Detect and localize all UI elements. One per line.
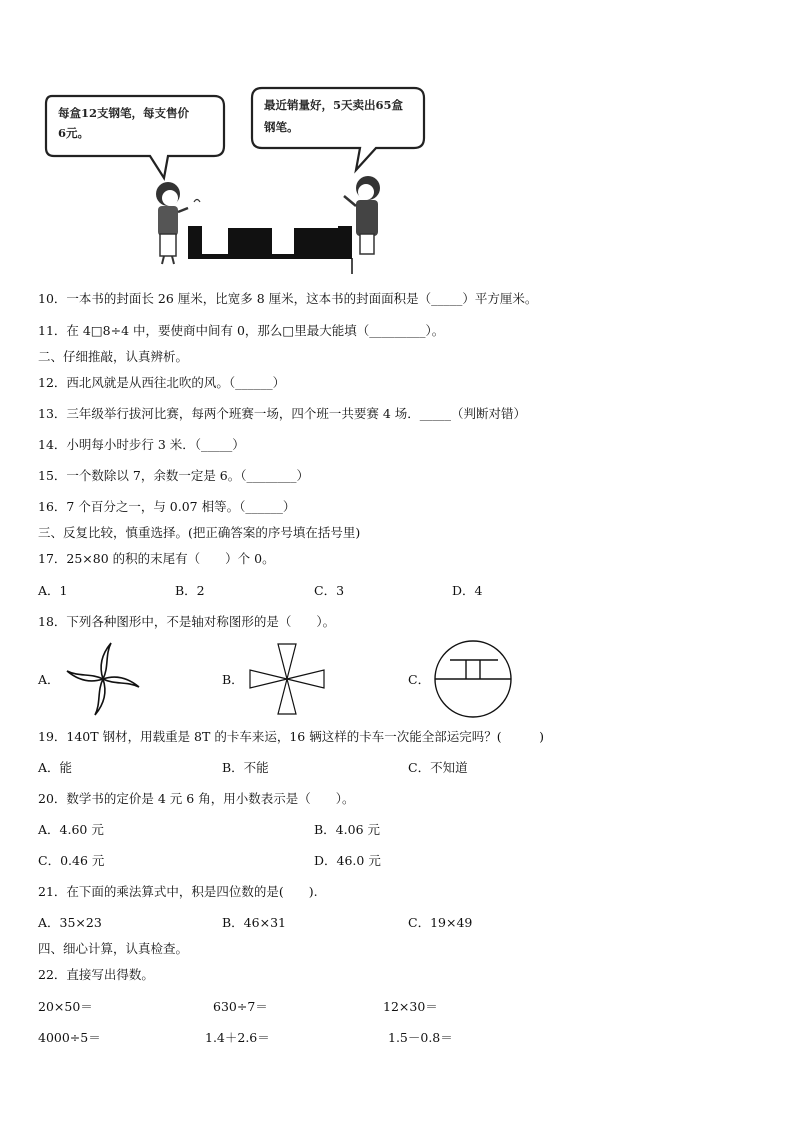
question-16: 16．7 个百分之一，与 0.07 相等。（______） — [38, 499, 296, 514]
question-15: 15．一个数除以 7，余数一定是 6。（________） — [38, 468, 310, 483]
comic-illustration — [38, 82, 428, 277]
question-14: 14．小明每小时步行 3 米．（_____） — [38, 437, 245, 452]
calc-item-5: 1.4＋2.6＝ — [205, 1030, 270, 1045]
q18-option-a: A． — [38, 672, 60, 687]
calc-item-6: 1.5－0.8＝ — [388, 1030, 453, 1045]
section-2-heading: 二、仔细推敲，认真辨析。 — [38, 349, 189, 364]
q19-option-b: B．不能 — [222, 760, 269, 775]
question-13: 13．三年级举行拔河比赛，每两个班赛一场，四个班一共要赛 4 场．_____（判断对错） — [38, 406, 527, 421]
question-17: 17．25×80 的积的末尾有（ ）个 0。 — [38, 551, 275, 566]
bubble-left-line1: 每盒12支钢笔，每支售价 — [58, 106, 190, 120]
q18-option-c: C． — [408, 672, 431, 687]
question-20: 20．数学书的定价是 4 元 6 角，用小数表示是（ ）。 — [38, 791, 355, 806]
question-19: 19．140T 钢材，用载重是 8T 的卡车来运，16 辆这样的卡车一次能全部运完吗？( ) — [38, 729, 544, 744]
q17-option-a: A．1 — [38, 583, 68, 598]
calc-item-2: 630÷7＝ — [213, 999, 268, 1014]
question-10: 10．一本书的封面长 26 厘米，比宽多 8 厘米，这本书的封面面积是（_____）平方厘米。 — [38, 291, 538, 306]
question-21: 21．在下面的乘法算式中，积是四位数的是( ). — [38, 884, 318, 899]
q19-option-c: C．不知道 — [408, 760, 468, 775]
q21-option-b: B．46×31 — [222, 915, 286, 930]
section-3-heading: 三、反复比较，慎重选择。(把正确答案的序号填在括号里) — [38, 525, 361, 540]
bubble-right-line1: 最近销量好，5天卖出65盒 — [264, 98, 404, 112]
pinwheel-figure — [62, 640, 144, 722]
question-18: 18．下列各种图形中，不是轴对称图形的是（ ）。 — [38, 614, 336, 629]
q20-option-a: A．4.60 元 — [38, 822, 104, 837]
q21-option-a: A．35×23 — [38, 915, 102, 930]
circle-symbol-figure — [432, 638, 514, 724]
q19-option-a: A．能 — [38, 760, 73, 775]
q20-option-c: C．0.46 元 — [38, 853, 105, 868]
question-12: 12．西北风就是从西往北吹的风。（______） — [38, 375, 286, 390]
bubble-right-line2: 钢笔。 — [264, 120, 299, 134]
calc-item-1: 20×50＝ — [38, 999, 93, 1014]
bowtie-cross-figure — [246, 642, 328, 720]
q17-option-b: B．2 — [175, 583, 205, 598]
bubble-left-line2: 6元。 — [58, 126, 90, 140]
q17-option-d: D．4 — [452, 583, 483, 598]
q20-option-b: B．4.06 元 — [314, 822, 380, 837]
q17-option-c: C．3 — [314, 583, 345, 598]
section-4-heading: 四、细心计算，认真检查。 — [38, 941, 189, 956]
calc-item-3: 12×30＝ — [383, 999, 438, 1014]
calc-item-4: 4000÷5＝ — [38, 1030, 101, 1045]
question-22: 22．直接写出得数。 — [38, 967, 154, 982]
blocks-platform — [188, 226, 352, 274]
q21-option-c: C．19×49 — [408, 915, 473, 930]
question-11: 11．在 4□8÷4 中，要使商中间有 0，那么□里最大能填（_________）。 — [38, 323, 445, 338]
q18-option-b: B． — [222, 672, 244, 687]
q20-option-d: D．46.0 元 — [314, 853, 381, 868]
